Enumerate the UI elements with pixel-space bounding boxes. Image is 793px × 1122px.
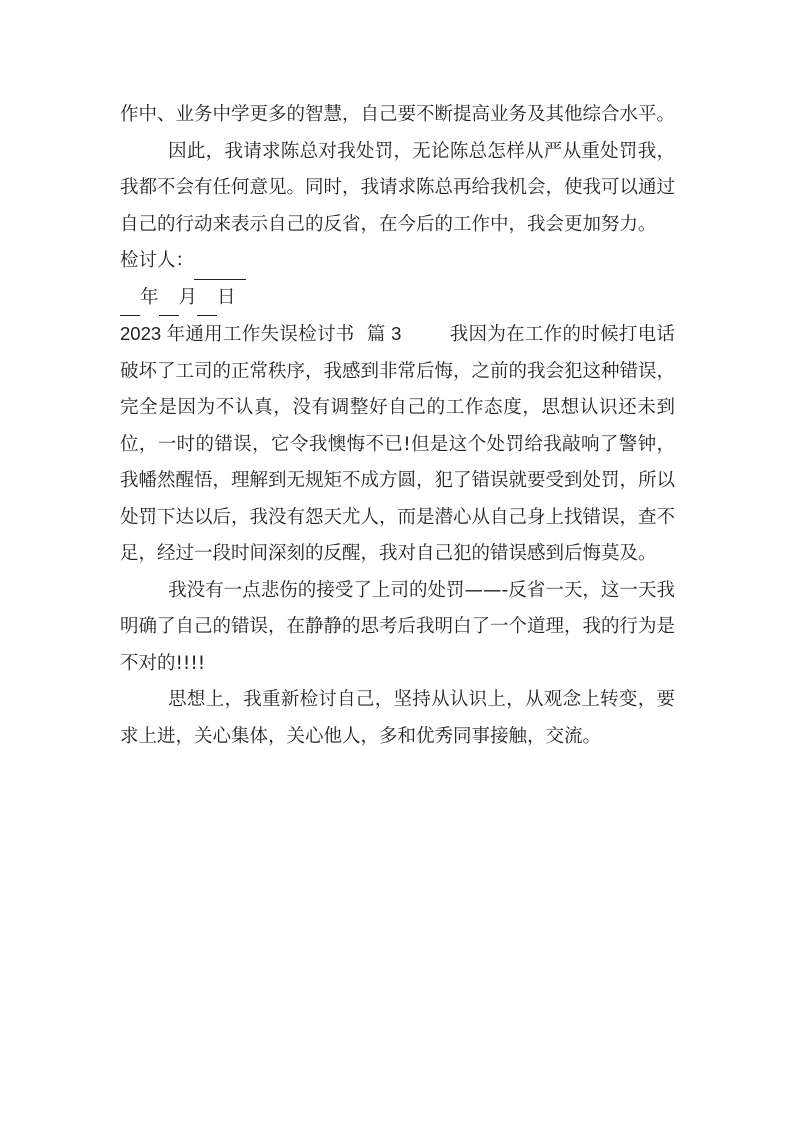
date-line [120, 280, 675, 317]
section-title: 2023 年通用工作失误检讨书 [120, 323, 355, 344]
paragraph-continuation: 作中、业务中学更多的智慧，自己要不断提高业务及其他综合水平。 [120, 104, 676, 125]
section-number: 篇 3 [366, 323, 402, 344]
signature-line [120, 243, 675, 280]
paragraph-reflection: 我没有一点悲伤的接受了上司的处罚——-反省一天，这一天我明确了自己的错误，在静静的思考后我明白了一个道理，我的行为是不对的!!!! [120, 579, 676, 674]
section-paragraph [120, 316, 675, 573]
paragraph-ideology: 思想上，我重新检讨自己，坚持从认识上，从观念上转变，要求上进，关心集体，关心他人，多和优秀同事接触，交流。 [120, 689, 675, 747]
year-blank [120, 296, 140, 316]
month-blank [159, 296, 179, 316]
day-blank [197, 296, 217, 316]
year-label: 年 [140, 286, 159, 308]
month-label: 月 [178, 286, 198, 308]
signature-label: 检讨人： [120, 250, 195, 271]
signature-blank [194, 259, 246, 279]
section-first-paragraph: 我因为在工作的时候打电话破坏了工司的正常秩序，我感到非常后悔，之前的我会犯这种错误，完全是因为不认真，没有调整好自己的工作态度，思想认识还未到位，一时的错误，它令我懊悔不已!但是这个处罚给我敲响了警钟，我幡然醒悟，理解到无规矩不成方圆，犯了错误就要受到处罚，所以处罚下达以后，我没有怨天尤人，而是潜心从自己身上找错误，查不足，经过一段时间深刻的反醒，我对自己犯的错误感到后悔莫及。 [120, 324, 676, 564]
document-body [120, 97, 675, 755]
day-label: 日 [217, 286, 236, 308]
paragraph-punishment-request: 因此，我请求陈总对我处罚，无论陈总怎样从严从重处罚我，我都不会有任何意见。同时，我请求陈总再给我机会，使我可以通过自己的行动来表示自己的反省，在今后的工作中，我会更加努力。 [120, 140, 676, 235]
